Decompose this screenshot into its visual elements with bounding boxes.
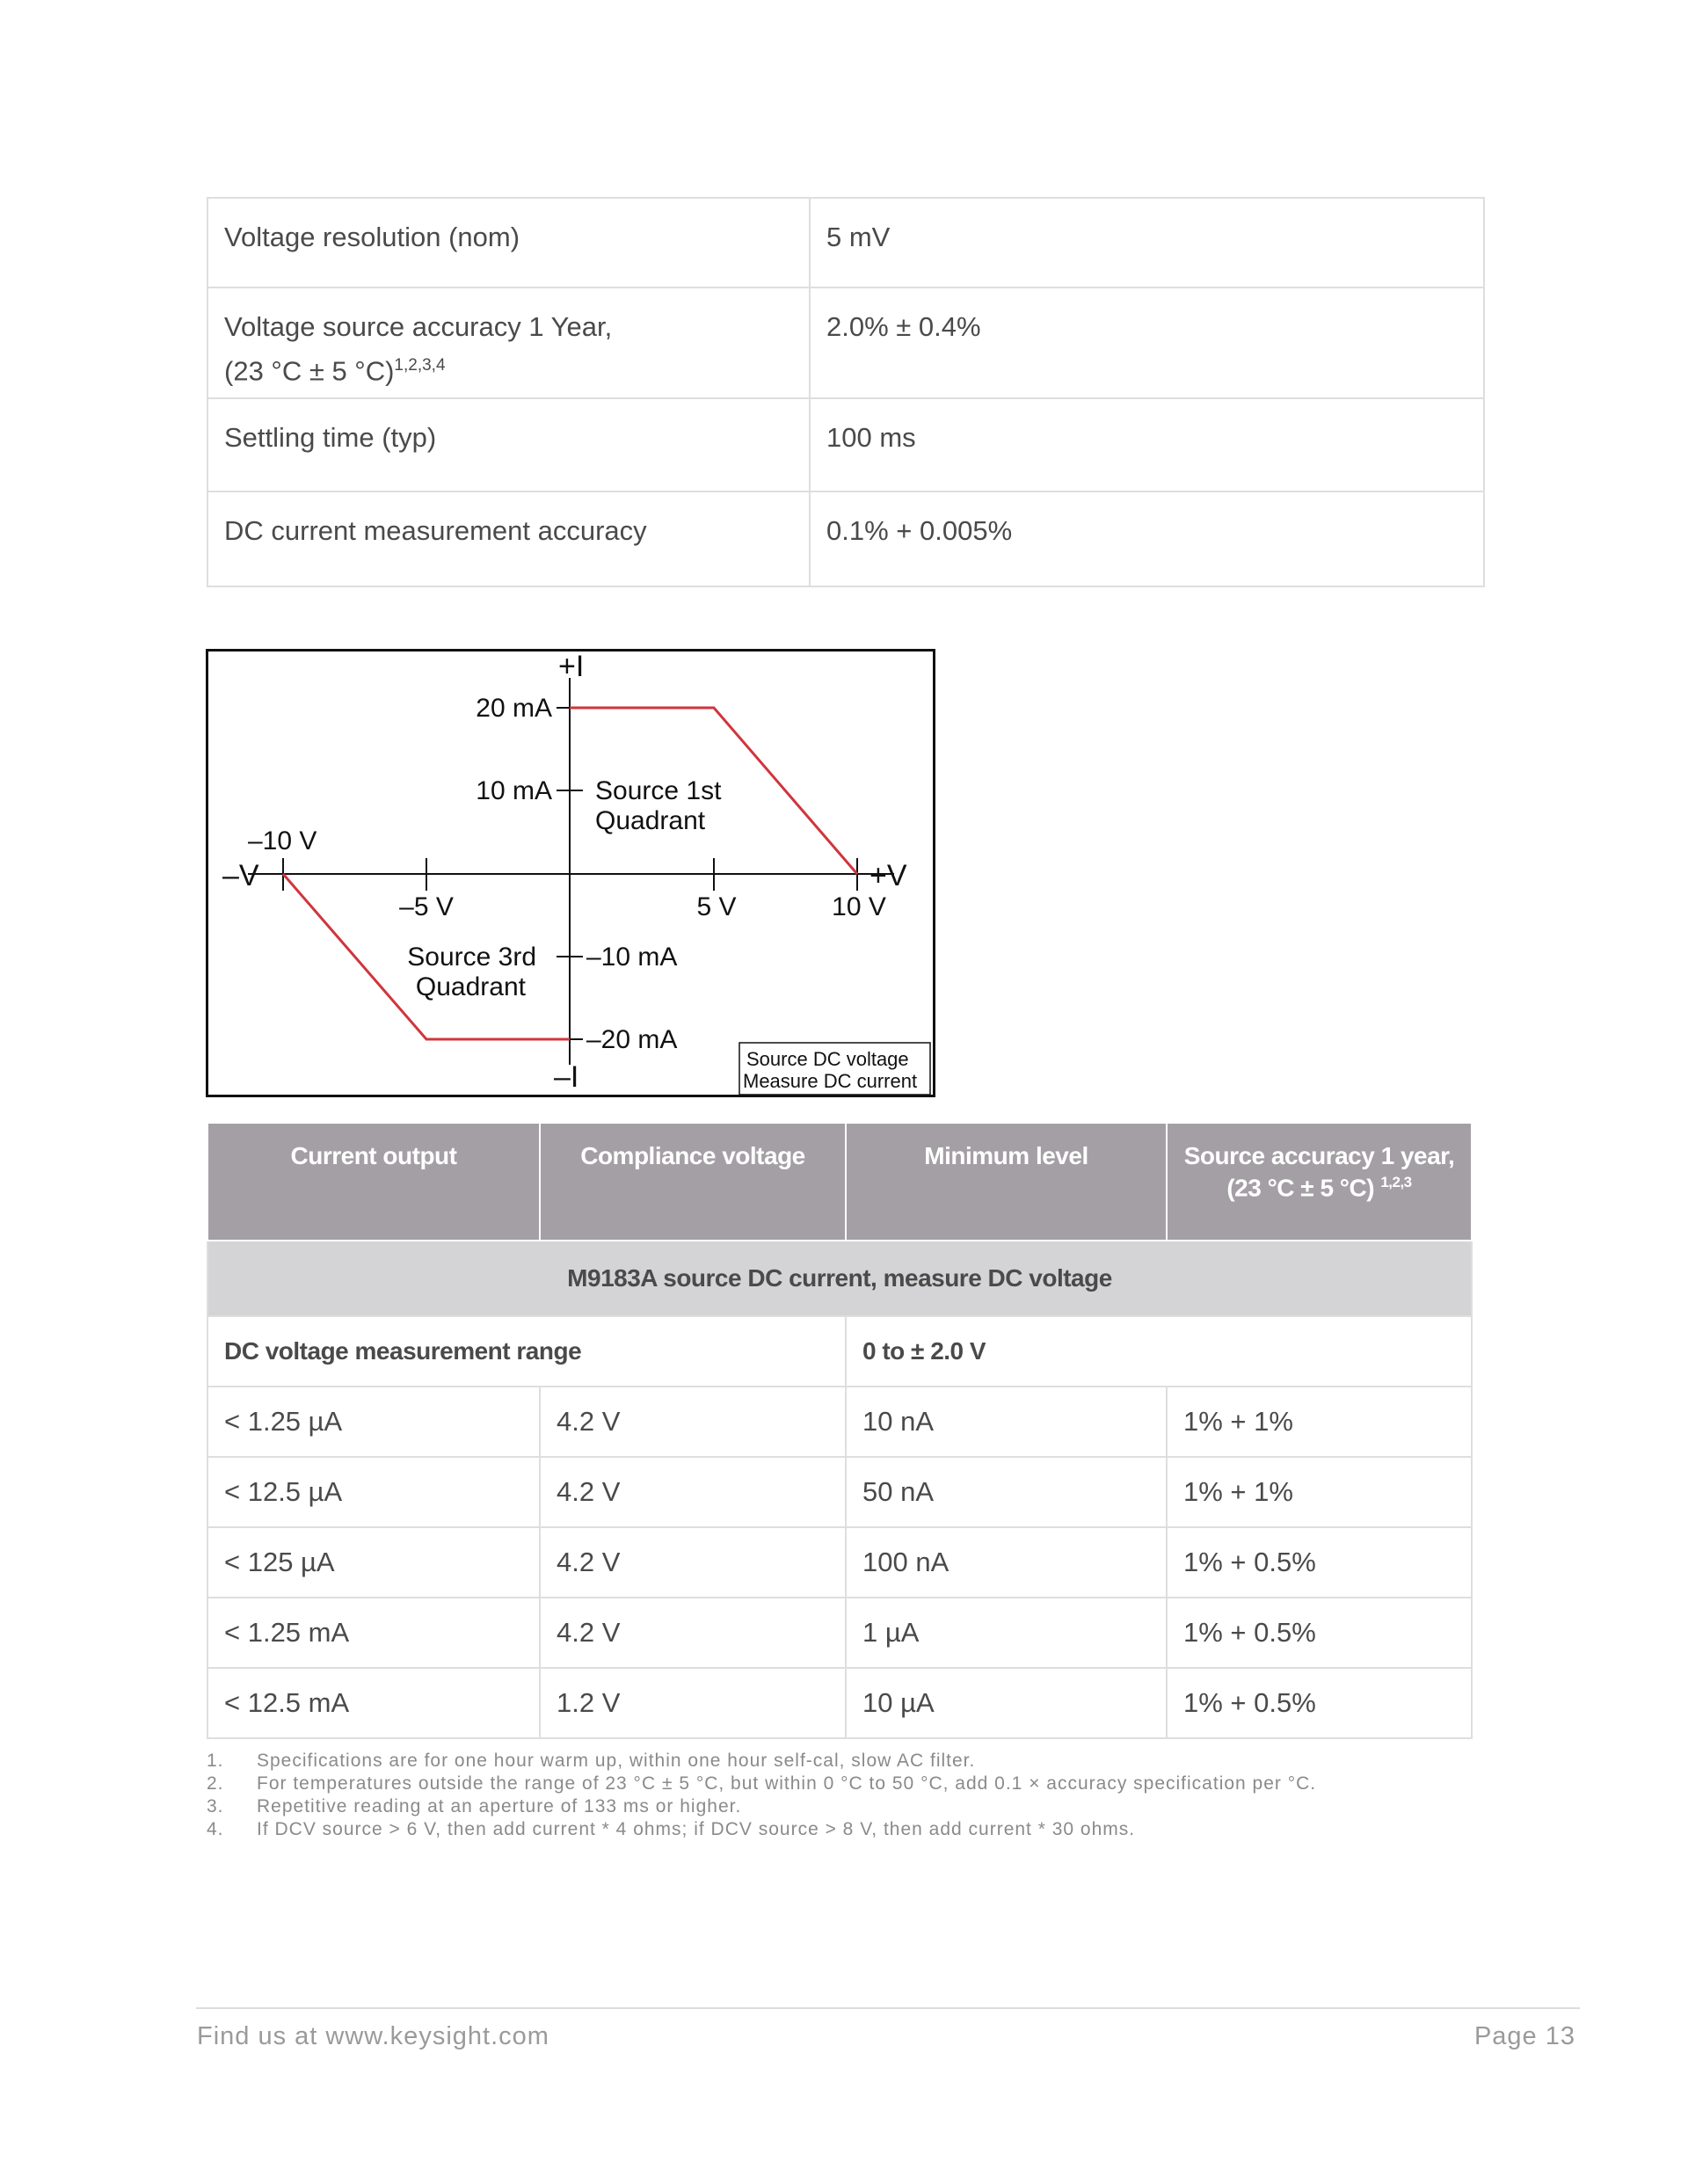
label-20ma: 20 mA: [476, 694, 552, 723]
footnote-text: If DCV source > 6 V, then add current * 4 ohms; if DCV source > 8 V, then add current * 30 ohms.: [257, 1819, 1136, 1839]
label-neg5v: –5 V: [399, 892, 454, 921]
label-plus-v: +V: [869, 859, 907, 892]
cell-source-accuracy: 1% + 1%: [1167, 1387, 1472, 1457]
table-row: [207, 398, 1484, 491]
cell-minimum-level: 100 nA: [846, 1527, 1167, 1598]
table-header-row: [207, 1123, 1472, 1241]
q3-label-line2: Quadrant: [415, 972, 526, 1001]
label-minus-i: –I: [554, 1060, 579, 1094]
footnote-text: For temperatures outside the range of 23 °C ± 5 °C, but within 0 °C to 50 °C, add 0.1 × accuracy specification per °C.: [257, 1773, 1317, 1794]
quadrant-svg: [208, 652, 938, 1100]
table-row: [207, 288, 1484, 398]
footer-website: Find us at www.keysight.com: [197, 2022, 549, 2050]
cell-source-accuracy: 1% + 0.5%: [1167, 1527, 1472, 1598]
table-row: [207, 491, 1484, 586]
spec-value: 0.1% + 0.005%: [810, 491, 1484, 586]
label-plus-i: +I: [558, 650, 585, 683]
header-minimum-level: Minimum level: [846, 1123, 1167, 1241]
cell-minimum-level: 10 µA: [846, 1668, 1167, 1738]
spec-table: [207, 197, 1485, 587]
cell-source-accuracy: 1% + 0.5%: [1167, 1668, 1472, 1738]
footer-divider: [196, 2007, 1580, 2009]
table-row: [207, 1668, 1472, 1738]
footnote-ref: 1,2,3,4: [394, 356, 446, 375]
cell-minimum-level: 1 µA: [846, 1598, 1167, 1668]
spec-label: DC current measurement accuracy: [207, 491, 810, 586]
cell-compliance-voltage: 4.2 V: [540, 1598, 846, 1668]
cell-compliance-voltage: 4.2 V: [540, 1527, 846, 1598]
spec-value: 5 mV: [810, 198, 1484, 288]
table-section-row: [207, 1241, 1472, 1316]
footnotes: [207, 1750, 1481, 1841]
label-minus-v: –V: [222, 859, 259, 892]
spec-label: Settling time (typ): [207, 398, 810, 491]
spec-label-line1: Voltage source accuracy 1 Year,: [224, 311, 613, 342]
cell-source-accuracy: 1% + 1%: [1167, 1457, 1472, 1527]
cell-current-output: < 125 µA: [207, 1527, 540, 1598]
header-source-accuracy-line2: (23 °C ± 5 °C): [1226, 1174, 1375, 1202]
label-10v: 10 V: [832, 892, 886, 921]
footnote-text: Repetitive reading at an aperture of 133 ms or higher.: [257, 1796, 742, 1816]
footnote-number: 3.: [207, 1796, 224, 1816]
label-neg10ma: –10 mA: [586, 943, 678, 972]
footnote-text: Specifications are for one hour warm up, within one hour self-cal, slow AC filter.: [257, 1751, 976, 1771]
legend-line2: Measure DC current: [743, 1070, 918, 1092]
range-label: DC voltage measurement range: [207, 1316, 846, 1387]
footnote-number: 2.: [207, 1773, 224, 1794]
q1-label-line2: Quadrant: [595, 806, 706, 835]
cell-current-output: < 1.25 mA: [207, 1598, 540, 1668]
cell-minimum-level: 10 nA: [846, 1387, 1167, 1457]
table-row: [207, 1387, 1472, 1457]
footnote: [207, 1773, 1481, 1795]
cell-source-accuracy: 1% + 0.5%: [1167, 1598, 1472, 1668]
footnote-number: 1.: [207, 1751, 224, 1771]
table-row: [207, 1316, 1472, 1387]
footnote: [207, 1818, 1481, 1841]
table-row: [207, 198, 1484, 288]
table-row: [207, 1598, 1472, 1668]
cell-current-output: < 12.5 mA: [207, 1668, 540, 1738]
range-value: 0 to ± 2.0 V: [846, 1316, 1472, 1387]
footnote: [207, 1750, 1481, 1773]
footnote: [207, 1795, 1481, 1818]
header-current-output: Current output: [207, 1123, 540, 1241]
header-source-accuracy-line1: Source accuracy 1 year,: [1183, 1142, 1455, 1169]
q3-label-line1: Source 3rd: [407, 943, 536, 972]
label-neg20ma: –20 mA: [586, 1025, 678, 1054]
label-10ma: 10 mA: [476, 776, 552, 805]
spec-value: 2.0% ± 0.4%: [810, 288, 1484, 398]
label-neg10v: –10 V: [248, 826, 317, 855]
cell-compliance-voltage: 1.2 V: [540, 1668, 846, 1738]
table-row: [207, 1457, 1472, 1527]
cell-compliance-voltage: 4.2 V: [540, 1387, 846, 1457]
cell-current-output: < 1.25 µA: [207, 1387, 540, 1457]
section-title: M9183A source DC current, measure DC voltage: [207, 1241, 1472, 1316]
q1-label-line1: Source 1st: [595, 776, 722, 805]
spec-value: 100 ms: [810, 398, 1484, 491]
header-compliance-voltage: Compliance voltage: [540, 1123, 846, 1241]
quadrant-diagram: [206, 649, 935, 1097]
current-output-table: [207, 1122, 1473, 1739]
cell-compliance-voltage: 4.2 V: [540, 1457, 846, 1527]
spec-label-line2: (23 °C ± 5 °C): [224, 355, 395, 387]
header-source-accuracy: [1167, 1123, 1472, 1241]
footnote-number: 4.: [207, 1819, 224, 1839]
footnote-ref: 1,2,3: [1380, 1174, 1412, 1190]
spec-label: Voltage resolution (nom): [207, 198, 810, 288]
page-number: Page 13: [1473, 2022, 1575, 2050]
label-5v: 5 V: [696, 892, 737, 921]
table-row: [207, 1527, 1472, 1598]
cell-current-output: < 12.5 µA: [207, 1457, 540, 1527]
legend-line1: Source DC voltage: [746, 1048, 909, 1070]
spec-label: [207, 288, 810, 398]
cell-minimum-level: 50 nA: [846, 1457, 1167, 1527]
